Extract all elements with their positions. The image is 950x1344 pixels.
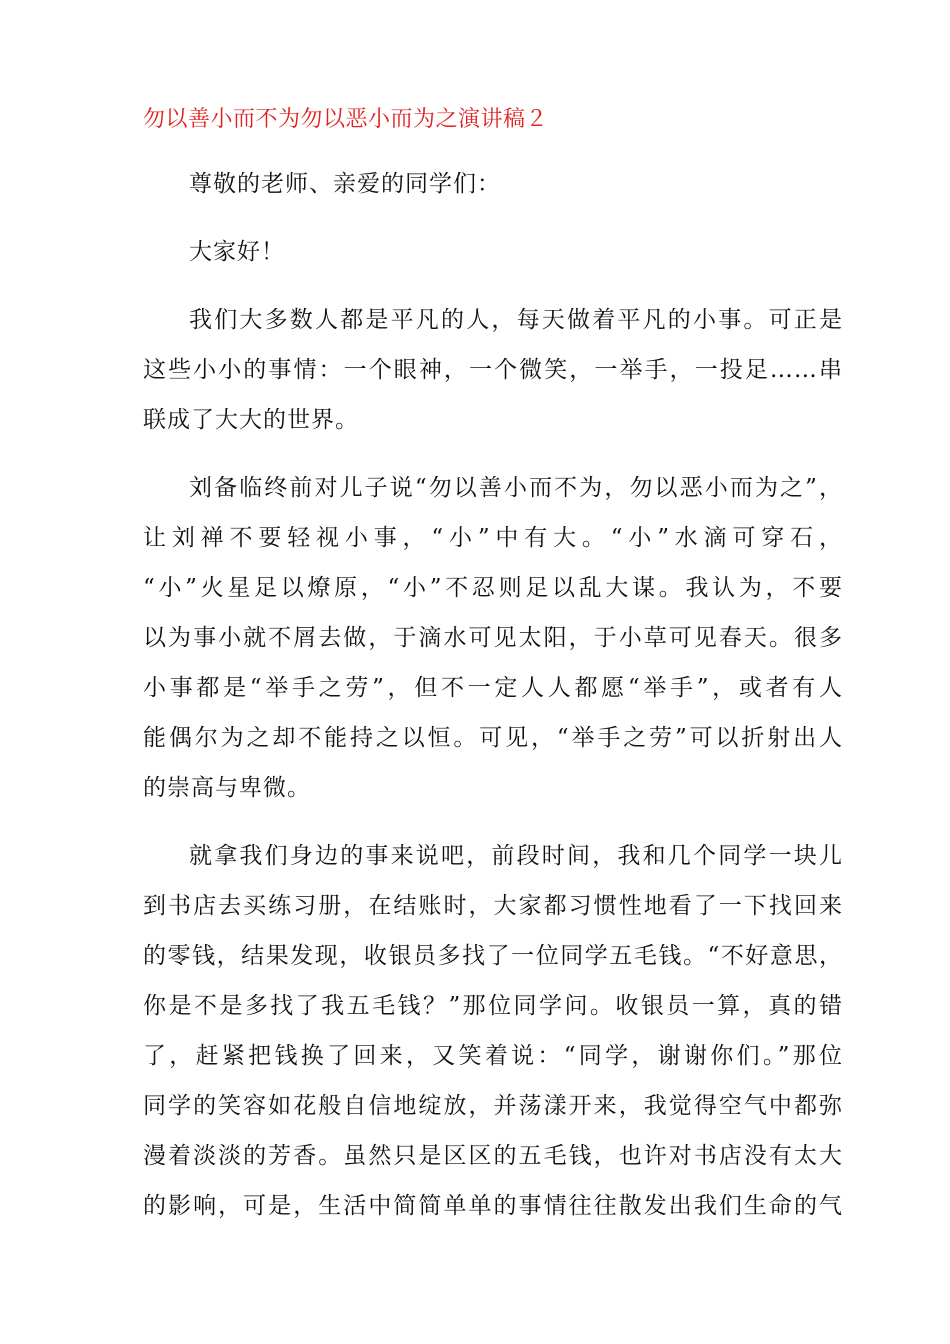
paragraph-line: 刘备临终前对儿子说“勿以善小而不为，勿以恶小而为之”， <box>189 475 843 501</box>
paragraph-line: 小事都是“举手之劳”，但不一定人人都愿“举手”，或者有人 <box>143 675 843 701</box>
paragraph-line: 了，赶紧把钱换了回来，又笑着说：“同学，谢谢你们。”那位 <box>143 1043 843 1069</box>
paragraph-line: 能偶尔为之却不能持之以恒。可见，“举手之劳”可以折射出人 <box>143 725 843 751</box>
paragraph-line: 漫着淡淡的芳香。虽然只是区区的五毛钱，也许对书店没有太大 <box>143 1143 843 1169</box>
paragraph-line: 的影响，可是，生活中简简单单的事情往往散发出我们生命的气 <box>143 1193 843 1219</box>
paragraph-line: 到书店去买练习册，在结账时，大家都习惯性地看了一下找回来 <box>143 893 843 919</box>
paragraph-line: “小”火星足以燎原，“小”不忍则足以乱大谋。我认为，不要 <box>143 575 843 601</box>
salutation: 尊敬的老师、亲爱的同学们： <box>189 171 501 197</box>
paragraph-line: 我们大多数人都是平凡的人，每天做着平凡的小事。可正是 <box>189 307 843 333</box>
paragraph-line: 的崇高与卑微。 <box>143 775 311 801</box>
paragraph-line: 以为事小就不屑去做，于滴水可见太阳，于小草可见春天。很多 <box>143 625 843 651</box>
paragraph-line: 联成了大大的世界。 <box>143 407 359 433</box>
document-title: 勿以善小而不为勿以恶小而为之演讲稿２ <box>143 107 549 132</box>
greeting: 大家好！ <box>189 239 285 265</box>
paragraph-line: 同学的笑容如花般自信地绽放，并荡漾开来，我觉得空气中都弥 <box>143 1093 843 1119</box>
paragraph-line: 的零钱，结果发现，收银员多找了一位同学五毛钱。“不好意思， <box>143 943 843 969</box>
paragraph-line: 让刘禅不要轻视小事，“小”中有大。“小”水滴可穿石， <box>143 525 843 551</box>
paragraph-line: 这些小小的事情：一个眼神，一个微笑，一举手，一投足……串 <box>143 357 843 383</box>
paragraph-line: 就拿我们身边的事来说吧，前段时间，我和几个同学一块儿 <box>189 843 843 869</box>
paragraph-line: 你是不是多找了我五毛钱？”那位同学问。收银员一算，真的错 <box>143 993 843 1019</box>
